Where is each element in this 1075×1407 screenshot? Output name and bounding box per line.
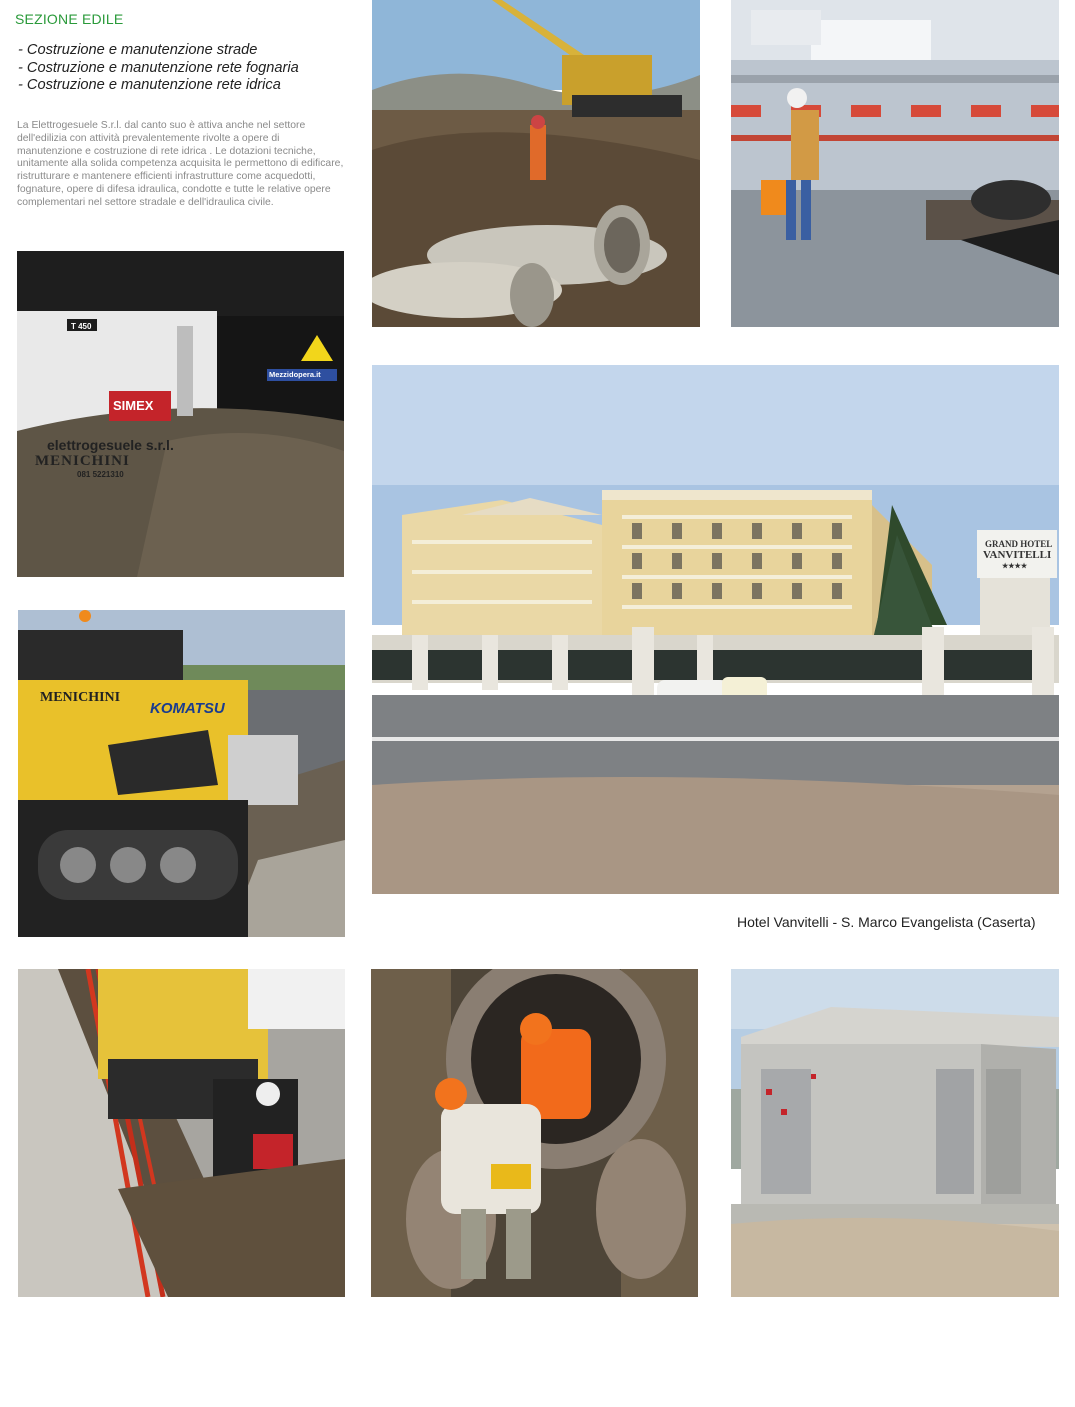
machine-brand: elettrogesuele s.r.l. [47, 437, 174, 453]
service-item-roads: - Costruzione e manutenzione strade [18, 42, 258, 58]
photo-hotel-vanvitelli [372, 365, 1059, 894]
services-list [18, 42, 299, 95]
mezzi-sticker: Mezzidopera.it [269, 370, 321, 379]
machine-name: MENICHINI [35, 453, 130, 469]
hotel-sign-top: GRAND HOTEL [985, 539, 1053, 549]
komatsu-operator-label: MENICHINI [40, 690, 121, 705]
simex-logo: SIMEX [113, 398, 154, 413]
hotel-caption: Hotel Vanvitelli - S. Marco Evangelista (Caserta) [737, 914, 1036, 930]
service-item-sewer: - Costruzione e manutenzione rete fognaria [18, 59, 299, 76]
photo-workers-pipe [371, 969, 698, 1297]
section-title: SEZIONE EDILE [15, 11, 124, 27]
hotel-sign-name: VANVITELLI [983, 549, 1052, 561]
photo-komatsu-loader [18, 610, 345, 937]
photo-simex-machine [17, 251, 344, 577]
photo-worker-site [731, 0, 1059, 327]
company-description: La Elettrogesuele S.r.l. dal canto suo è attiva anche nel settore dell'edilizia con attività prevalentemente rivolte a opere di manutenzione e costruzione di rete idrica . Le dotazioni tecniche, unitamente alla solida competenza acquisita le permettono di edificare, ristrutturare e mantenere efficienti infrastrutture come acquedotti, fognature, opere di difesa idraulica, condotte e tutte le relative opere complementari nel settore stradale e dell'idraulica civile. [17, 120, 344, 208]
machine-phone: 081 5221310 [77, 470, 124, 479]
machine-model-label: T 450 [71, 322, 92, 331]
photo-excavator-pipes [372, 0, 700, 327]
photo-cable-trench [18, 969, 345, 1297]
service-item-water: - Costruzione e manutenzione rete idrica [18, 77, 281, 93]
photo-concrete-cabin [731, 969, 1059, 1297]
hotel-sign-stars: ★★★★ [1002, 562, 1028, 570]
komatsu-brand: KOMATSU [150, 700, 225, 717]
